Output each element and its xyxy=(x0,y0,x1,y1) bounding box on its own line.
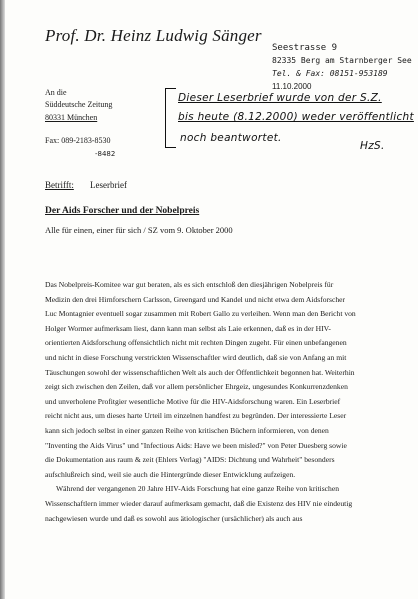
body-line: Luc Montagnier eventuell sogar zusammen mit Robert Gallo zu verleihen. Wenn man den Bericht von xyxy=(45,309,356,319)
recipient-line-1: An die xyxy=(45,88,67,97)
handwritten-note-line-3: noch beantwortet. xyxy=(180,132,282,144)
body-line: zeigt sich zwischen den Zeilen, daß vor allem persönlicher Ehrgeiz, ungesundes Konkurrenzdenken xyxy=(45,382,348,392)
handwritten-note-line-2: bis heute (8.12.2000) weder veröffentlicht xyxy=(178,111,414,123)
body-line: reicht nicht aus, um dieses harte Urteil im einzelnen handfest zu begründen. Der interessierte Leser xyxy=(45,411,347,421)
letter-heading: Der Aids Forscher und der Nobelpreis xyxy=(45,206,200,216)
recipient-line-2: Süddeutsche Zeitung xyxy=(45,100,113,109)
recipient-line-3: 80331 München xyxy=(45,113,98,122)
handwritten-bracket xyxy=(165,88,176,148)
body-line: Das Nobelpreis-Komitee war gut beraten, als es sich entschloß den diesjährigen Nobelpreis für xyxy=(45,280,334,289)
body-line: orientierten Aidsforschung offensichtlich nicht mit rechten Dingen zugeht. Für einen unbefangenen xyxy=(45,338,347,348)
letterhead-name: Prof. Dr. Heinz Ludwig Sänger xyxy=(45,26,262,45)
fax-handwritten-correction: -8482 xyxy=(95,150,116,158)
body-line: aufschlußreich sind, weil sie auch die Hintergründe dieser Entwicklung aufzeigen. xyxy=(45,469,296,479)
letter-body xyxy=(45,278,397,526)
scan-edge-shadow xyxy=(0,0,5,599)
letter-date: 11.10.2000 xyxy=(272,82,312,91)
letterhead-telfax: Tel. & Fax: 08151-953189 xyxy=(272,69,388,78)
betreff-label: Betrifft: xyxy=(45,180,74,190)
body-line: und nicht in diese Forschung verstrickten Wissenschaftler wird deutlich, daß sie von Anfang an mit xyxy=(45,352,347,362)
subject-line: Alle für einen, einer für sich / SZ vom 9. Oktober 2000 xyxy=(45,225,233,235)
body-line: die Dokumentation aus raum & zeit (Ehlers Verlag) "AIDS: Dichtung und Wahrheit" besonders xyxy=(45,455,335,465)
handwritten-signature: HzS. xyxy=(360,140,385,152)
body-line: und unverholene Profitgier wesentliche Motive für die HIV-Aidsforschung waren. Ein Leserbrief xyxy=(45,396,341,406)
body-line: Holger Wormer aufmerksam liest, dann kann man selbst als Laie erkennen, daß es in der HIV- xyxy=(45,323,331,333)
body-line: "Inventing the Aids Virus" und "Infectious Aids: Have we been misled?" von Peter Duesberg sowie xyxy=(45,440,347,450)
body-line: Während der vergangenen 20 Jahre HIV-Aids Forschung hat eine ganze Reihe von kritischen xyxy=(56,484,339,494)
letterhead-street: Seestrasse 9 xyxy=(272,43,338,53)
body-line: Medizin den drei Hirnforschern Carlsson, Greengard und Kandel und nicht etwa dem Aidsforscher xyxy=(45,294,346,304)
body-line: kann sich jedoch selbst in einer ganzen Reihe von kritischen Büchern informieren, von denen xyxy=(45,425,329,435)
body-line: Täuschungen sowohl der wissenschaftlichen Welt als auch der Öffentlichkeit begonnen hat. Weiterhin xyxy=(45,367,355,377)
body-line: nachgewiesen wurde und daß es sowohl aus ätiologischer (ursächlicher) als auch aus xyxy=(45,513,303,523)
recipient-fax: Fax: 089-2183-8530 xyxy=(45,136,111,145)
handwritten-note-line-1: Dieser Leserbrief wurde von der S.Z. xyxy=(178,92,382,104)
betreff-value: Leserbrief xyxy=(90,180,127,190)
letterhead-city: 82335 Berg am Starnberger See xyxy=(272,56,412,65)
body-line: Wissenschaftlern immer wieder darauf aufmerksam gemacht, daß die Existenz des HIV nie eindeutig xyxy=(45,498,353,508)
